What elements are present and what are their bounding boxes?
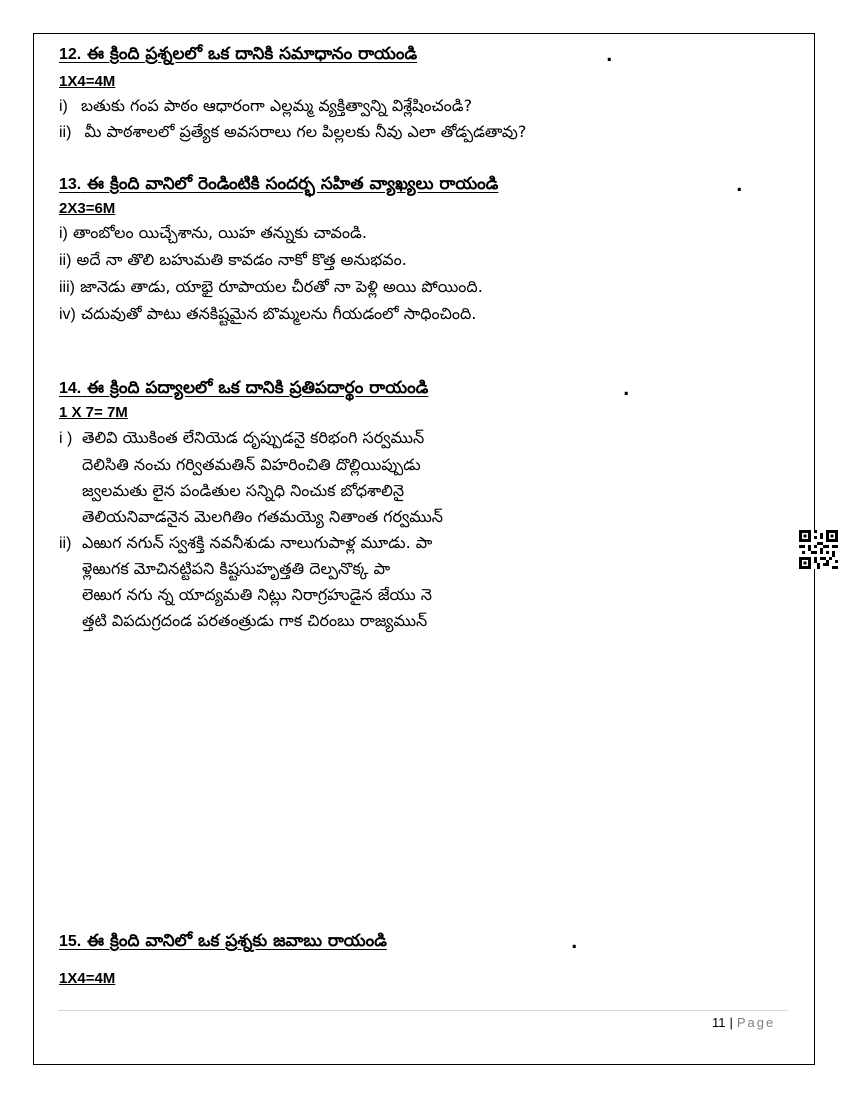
q13-item-2 bbox=[59, 250, 407, 273]
q14-poem-1-label bbox=[59, 428, 72, 448]
q12-item-1 bbox=[59, 96, 472, 119]
item-label: i) bbox=[59, 98, 68, 115]
q14-poem-2-line-3: లెఱుగ నగు న్న యాద్యమతి నిట్లు నిరాగ్రహుడైన జేయు నె bbox=[82, 585, 432, 604]
q14-poem-1-line-1: తెలివి యొకింత లేనియెడ దృప్పుడనై కరిభంగి సర్వమున్ bbox=[82, 428, 425, 447]
q15-number: 15. bbox=[59, 933, 82, 950]
q14-heading bbox=[59, 378, 428, 402]
page-separator: | bbox=[729, 1015, 733, 1030]
q14-poem-2-line-1: ఎఱుగ నగున్ స్వశక్తి నవనీశుడు నాలుగుపాళ్ల మూడు. పా bbox=[82, 533, 433, 552]
item-label: iv) bbox=[59, 306, 76, 323]
q12-trail: . bbox=[606, 46, 613, 66]
q13-heading-text: ఈ క్రింది వానిలో రెండింటికి సందర్భ సహిత వ్యాఖ్యలు రాయండి bbox=[87, 174, 499, 194]
item-label: i) bbox=[59, 225, 68, 242]
item-label: iii) bbox=[59, 279, 75, 296]
item-text: అదే నా తొలి బహుమతి కావడం నాకో కొత్త అనుభవం. bbox=[76, 250, 407, 269]
q14-marks: 1 X 7= 7M bbox=[59, 404, 128, 421]
item-label: ii) bbox=[59, 252, 72, 269]
page-footer bbox=[712, 1015, 775, 1030]
q15-heading bbox=[59, 931, 387, 955]
q13-marks: 2X3=6M bbox=[59, 200, 116, 217]
item-label: ii) bbox=[59, 535, 72, 552]
q15-trail: . bbox=[571, 933, 578, 953]
q15-heading-text: ఈ క్రింది వానిలో ఒక ప్రశ్నకు జవాబు రాయండి bbox=[87, 931, 387, 951]
item-text: తాంబోలం యిచ్చేశాను, యిహ తన్నుకు చావండి. bbox=[72, 223, 367, 242]
item-text: మీ పాఠశాలలో ప్రత్యేక అవసరాలు గల పిల్లలకు నీవు ఎలా తోడ్పడతావు? bbox=[84, 122, 527, 141]
q13-item-3 bbox=[59, 277, 483, 300]
q14-poem-1-line-4: తెలియనివాడనైన మెలగితిం గతమయ్యె నితాంత గర్వమున్ bbox=[82, 507, 444, 526]
q13-trail: . bbox=[736, 176, 743, 196]
q14-poem-1-line-3: జ్వలమతు లైన పండితుల సన్నిధి నించుక బోధశాలినై bbox=[82, 481, 405, 500]
q12-number: 12. bbox=[59, 46, 82, 63]
q14-poem-2-label bbox=[59, 533, 71, 553]
item-text: చదువుతో పాటు తనకిష్టమైన బొమ్మలను గీయడంలో సాధించింది. bbox=[80, 304, 477, 323]
footer-divider bbox=[58, 1010, 788, 1011]
item-text: జానెడు తాడు, యాభై రూపాయల చీరతో నా పెళ్లి అయి పోయింది. bbox=[80, 277, 483, 296]
q13-number: 13. bbox=[59, 176, 82, 193]
q14-trail: . bbox=[623, 380, 630, 400]
item-label: i ) bbox=[59, 430, 73, 447]
page-label: Page bbox=[736, 1015, 776, 1030]
q12-heading bbox=[59, 44, 417, 68]
q14-heading-text: ఈ క్రింది పద్యాలలో ఒక దానికి ప్రతిపదార్థం రాయండి bbox=[87, 378, 429, 398]
item-text: బతుకు గంప పాఠం ఆధారంగా ఎల్లమ్మ వ్యక్తిత్వాన్ని విశ్లేషించండి? bbox=[80, 96, 473, 115]
q15-marks: 1X4=4M bbox=[59, 970, 116, 987]
q12-heading-text: ఈ క్రింది ప్రశ్నలలో ఒక దానికి సమాధానం రాయండి bbox=[87, 44, 418, 64]
item-label: ii) bbox=[59, 124, 72, 141]
q13-item-4 bbox=[59, 304, 476, 327]
q14-poem-2-line-2: ళ్లెఱుగక మోచినట్టిపని కిష్టసుహృత్తతి దెల్పనొక్క పా bbox=[82, 559, 391, 578]
q12-item-2 bbox=[59, 122, 526, 145]
q12-marks: 1X4=4M bbox=[59, 73, 116, 90]
q13-heading bbox=[59, 174, 498, 198]
q14-number: 14. bbox=[59, 380, 82, 397]
q13-item-1 bbox=[59, 223, 367, 246]
q14-poem-1-line-2: దెలిసితి నంచు గర్వితమతిన్ విహరించితి దొల్లియిప్పుడు bbox=[82, 455, 421, 474]
page-number: 11 bbox=[712, 1015, 726, 1030]
qr-code-icon bbox=[799, 530, 838, 573]
q14-poem-2-line-4: త్తటి విపదుగ్రదండ పరతంత్రుడు గాక చిరంబు రాజ్యమున్ bbox=[82, 611, 428, 630]
